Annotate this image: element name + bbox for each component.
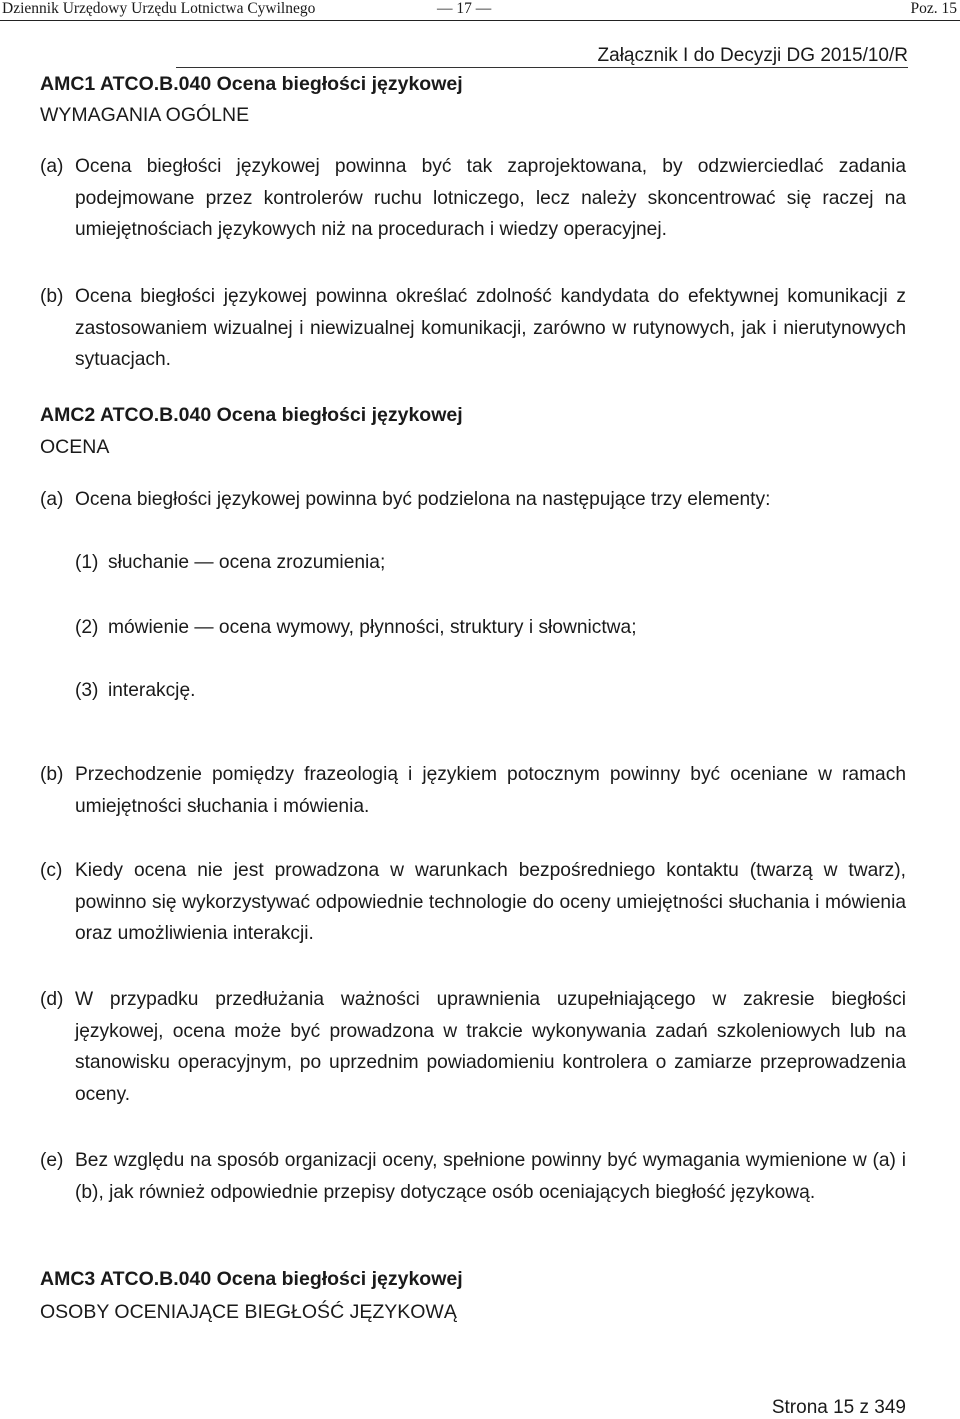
paragraph-text: Ocena biegłości językowej powinna określać zdolność kandydata do efektywnej komunikacji z zastosowaniem wizualnej i niewizualnej komunikacji, zarówno w rutynowych, jak i nierutynowych sytuacjach. <box>75 286 906 371</box>
attachment-rule <box>176 67 908 68</box>
item-marker: (2) <box>75 617 99 638</box>
item-text: słuchanie — ocena zrozumienia; <box>108 552 386 573</box>
paragraph-marker: (b) <box>40 286 64 307</box>
list-item <box>75 617 637 639</box>
amc1-subtitle: WYMAGANIA OGÓLNE <box>40 104 250 126</box>
paragraph-marker: (c) <box>40 860 63 881</box>
amc2-paragraph-e <box>40 1145 906 1208</box>
page-center-number: — 17 — <box>437 0 492 17</box>
paragraph-marker: (a) <box>40 156 64 177</box>
amc3-subtitle: OSOBY OCENIAJĄCE BIEGŁOŚĆ JĘZYKOWĄ <box>40 1301 457 1323</box>
paragraph-marker: (d) <box>40 989 64 1010</box>
amc1-title: AMC1 ATCO.B.040 Ocena biegłości językowej <box>40 73 463 95</box>
position-number: Poz. 15 <box>910 0 957 17</box>
item-marker: (3) <box>75 680 99 701</box>
amc2-subtitle: OCENA <box>40 436 110 458</box>
list-item <box>75 552 385 574</box>
amc2-paragraph-c <box>40 855 906 950</box>
amc2-title: AMC2 ATCO.B.040 Ocena biegłości językowej <box>40 404 463 426</box>
amc2-paragraph-a <box>40 484 906 516</box>
amc2-paragraph-b <box>40 759 906 822</box>
amc1-paragraph-a <box>40 151 906 246</box>
item-text: mówienie — ocena wymowy, płynności, struktury i słownictwa; <box>108 617 637 638</box>
paragraph-marker: (b) <box>40 764 64 785</box>
paragraph-marker: (a) <box>40 489 64 510</box>
header-rule <box>0 20 960 21</box>
attachment-label: Załącznik I do Decyzji DG 2015/10/R <box>597 45 908 66</box>
item-text: interakcję. <box>108 680 196 701</box>
list-item <box>75 680 195 702</box>
paragraph-text: Bez względu na sposób organizacji oceny, spełnione powinny być wymagania wymienione w (a) i (b), jak również odpowiednie przepisy dotyczące osób oceniających biegłość językową. <box>75 1150 906 1203</box>
journal-title: Dziennik Urzędowy Urzędu Lotnictwa Cywilnego <box>2 0 316 17</box>
paragraph-text: Przechodzenie pomiędzy frazeologią i językiem potocznym powinny być oceniane w ramach umiejętności słuchania i mówienia. <box>75 764 906 817</box>
amc3-title: AMC3 ATCO.B.040 Ocena biegłości językowej <box>40 1268 463 1290</box>
amc1-paragraph-b <box>40 281 906 376</box>
item-marker: (1) <box>75 552 99 573</box>
running-header <box>0 0 960 20</box>
paragraph-text: Kiedy ocena nie jest prowadzona w warunkach bezpośredniego kontaktu (twarzą w twarz), powinno się wykorzystywać odpowiednie technologie do oceny umiejętności słuchania i mówienia oraz umożliwienia interakcji. <box>75 860 906 945</box>
paragraph-text: Ocena biegłości językowej powinna być podzielona na następujące trzy elementy: <box>75 489 771 510</box>
paragraph-marker: (e) <box>40 1150 64 1171</box>
page-number: Strona 15 z 349 <box>771 1397 906 1418</box>
paragraph-text: Ocena biegłości językowej powinna być tak zaprojektowana, by odzwierciedlać zadania podejmowane przez kontrolerów ruchu lotniczego, lecz należy skoncentrować się raczej na umiejętnościach językowych niż na procedurach i wiedzy operacyjnej. <box>75 156 906 241</box>
paragraph-text: W przypadku przedłużania ważności uprawnienia uzupełniającego w zakresie biegłości językowej, ocena może być prowadzona w trakcie wykonywania zadań szkoleniowych lub na stanowisku operacyjnym, po uprzednim powiadomieniu kontrolera o zamiarze przeprowadzenia oceny. <box>75 989 906 1105</box>
amc2-paragraph-d <box>40 984 906 1110</box>
